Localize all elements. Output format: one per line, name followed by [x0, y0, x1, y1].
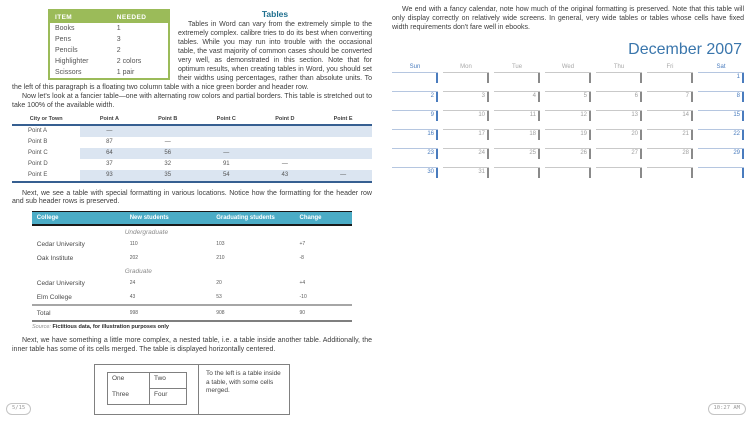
day-header-tue: Tue: [511, 63, 523, 70]
calendar-day-cell: [647, 129, 693, 148]
cell: 64: [80, 148, 138, 159]
college-header-row: [32, 212, 352, 226]
supplies-needed: 1: [116, 25, 121, 32]
calendar-day-cell: [698, 167, 744, 186]
calendar-day-cell: [494, 72, 540, 91]
cell: [314, 159, 372, 170]
day-number: 3: [481, 93, 485, 100]
supplies-needed: 1 pair: [116, 69, 135, 76]
inner-table: [107, 372, 187, 405]
outer-table: [94, 364, 290, 415]
cell: [256, 137, 315, 148]
column-header: Graduating students: [211, 212, 294, 226]
cell: [197, 137, 256, 148]
row-label: Oak Institute: [36, 254, 74, 262]
column-header: Point C: [197, 114, 256, 125]
day-number: 20: [631, 131, 638, 138]
cell: 43: [129, 294, 136, 301]
total-row: [32, 305, 352, 321]
cell-right-bar-icon: [538, 168, 540, 178]
clock-badge: 10:27 AM: [708, 403, 747, 416]
cell-right-bar-icon: [691, 168, 693, 178]
cell-right-bar-icon: [589, 92, 591, 102]
day-number: 9: [430, 112, 434, 119]
calendar-day-cell: [647, 167, 693, 186]
calendar-day-cell: [392, 129, 438, 148]
day-number: 21: [682, 131, 689, 138]
table-row: [49, 34, 169, 45]
cell: Three: [112, 391, 129, 399]
calendar-day-cell: [596, 167, 642, 186]
calendar-day-cell: [698, 91, 744, 110]
row-label: Point B: [12, 137, 80, 148]
supplies-item: Highlighter: [55, 58, 89, 65]
row-label: Point E: [12, 170, 80, 182]
cell: [197, 125, 256, 137]
cell-right-bar-icon: [538, 111, 540, 121]
calendar-day-cell: [494, 110, 540, 129]
table-row: [32, 290, 352, 305]
cell: 103: [216, 241, 225, 248]
supplies-item: Books: [55, 25, 75, 32]
cell-right-bar-icon: [742, 111, 744, 121]
cell-right-bar-icon: [436, 111, 438, 121]
calendar-day-cell: [596, 72, 642, 91]
cell: 87: [106, 139, 113, 146]
cell-right-bar-icon: [640, 149, 642, 159]
day-header-wed: Wed: [561, 63, 575, 70]
supplies-table: [48, 9, 170, 80]
day-number: 4: [532, 93, 536, 100]
day-header-mon: Mon: [460, 63, 472, 70]
column-header: Point D: [256, 114, 315, 125]
calendar-day-cell: [392, 148, 438, 167]
column-header: Point B: [138, 114, 197, 125]
column-header: College: [32, 212, 125, 226]
calendar-day-cell: [545, 148, 591, 167]
calendar-day-cell: [443, 110, 489, 129]
day-header-thu: Thu: [613, 63, 625, 70]
source-text: Fictitious data, for illustration purposes only: [52, 324, 169, 331]
supplies-header-item: ITEM: [49, 10, 112, 23]
supplies-needed: 3: [116, 36, 121, 43]
supplies-header-needed: NEEDED: [112, 10, 169, 23]
nested-table-paragraph: Next, we have something a little more complex, a nested table, i.e. a table inside another table. Additionally, the inner table has some of its cells merged. The table is displayed horizontally centered.: [12, 337, 372, 354]
day-number: 27: [631, 150, 638, 157]
cell: 32: [164, 161, 172, 168]
table-row: [32, 251, 352, 265]
day-number: 29: [733, 150, 740, 157]
calendar-day-cell: [494, 129, 540, 148]
calendar-day-cell: [443, 129, 489, 148]
cell-right-bar-icon: [640, 73, 642, 83]
cell-right-bar-icon: [742, 73, 744, 83]
day-number: 28: [682, 150, 689, 157]
cell-right-bar-icon: [487, 168, 489, 178]
cell-right-bar-icon: [538, 73, 540, 83]
cell: -8: [299, 255, 304, 262]
cell-right-bar-icon: [487, 111, 489, 121]
table-row: [49, 67, 169, 79]
cell: —: [80, 125, 138, 137]
cell: 91: [222, 161, 230, 168]
cell: One: [112, 375, 125, 383]
cell: 56: [138, 148, 197, 159]
cell-right-bar-icon: [742, 168, 744, 178]
cell: 54: [197, 170, 256, 182]
cell-right-bar-icon: [436, 149, 438, 159]
calendar-day-cell: [443, 72, 489, 91]
cell-right-bar-icon: [691, 111, 693, 121]
subheader-row: [32, 225, 352, 237]
merged-cell: [108, 373, 150, 405]
row-label: Total: [32, 305, 125, 321]
calendar-day-cell: [545, 167, 591, 186]
cell-right-bar-icon: [436, 73, 438, 83]
day-number: 1: [736, 74, 740, 81]
cell: 210: [216, 255, 225, 262]
cell: 53: [216, 294, 222, 301]
cell-right-bar-icon: [487, 130, 489, 140]
calendar-day-cell: [647, 110, 693, 129]
day-number: 14: [682, 112, 689, 119]
cell: —: [281, 161, 288, 168]
cell: 90: [295, 305, 353, 321]
table-row: [49, 45, 169, 56]
table-row: [12, 137, 372, 148]
cell: [314, 125, 372, 137]
supplies-needed: 2: [116, 47, 121, 54]
cell: —: [314, 170, 372, 182]
cell: Two: [150, 373, 187, 389]
day-number: 26: [580, 150, 587, 157]
calendar-day-cell: [443, 167, 489, 186]
day-number: 31: [478, 169, 485, 176]
page-indicator-badge: 5/15: [6, 403, 31, 416]
distance-header-row: [12, 114, 372, 125]
cell: 35: [138, 170, 197, 182]
section-heading-tables: Tables: [261, 9, 289, 19]
table-row: [12, 125, 372, 137]
cell-right-bar-icon: [640, 92, 642, 102]
cell-right-bar-icon: [538, 149, 540, 159]
column-header: Change: [295, 212, 353, 226]
cell-right-bar-icon: [640, 111, 642, 121]
nested-table-note: To the left is a table inside a table, with some cells merged.: [206, 370, 281, 395]
cell-right-bar-icon: [487, 149, 489, 159]
cell-right-bar-icon: [589, 130, 591, 140]
cell: 998: [125, 305, 212, 321]
column-header: Point E: [314, 114, 372, 125]
subheader-row: [32, 265, 352, 276]
cell-right-bar-icon: [589, 168, 591, 178]
left-page: [12, 6, 372, 415]
day-number: 23: [427, 150, 434, 157]
cell: [256, 148, 315, 159]
cell: +4: [299, 280, 306, 287]
cell-right-bar-icon: [691, 149, 693, 159]
cell-right-bar-icon: [538, 130, 540, 140]
day-header-sun: Sun: [409, 63, 421, 70]
distance-table: [12, 114, 372, 183]
table-row: [49, 56, 169, 67]
calendar-day-cell: [647, 72, 693, 91]
cell-right-bar-icon: [436, 130, 438, 140]
calendar-day-cell: [494, 148, 540, 167]
table-row: [32, 237, 352, 251]
cell-right-bar-icon: [589, 149, 591, 159]
source-label: Source:: [32, 324, 51, 331]
cell: -10: [299, 294, 307, 301]
supplies-item: Pens: [55, 36, 71, 43]
supplies-item: Pencils: [55, 47, 78, 54]
cell-right-bar-icon: [436, 168, 438, 178]
calendar-day-cell: [443, 148, 489, 167]
calendar-day-cell: [596, 129, 642, 148]
cell: [138, 125, 197, 137]
cell: 24: [129, 280, 136, 287]
cell: 20: [216, 280, 222, 287]
table-row: [12, 159, 372, 170]
cell-right-bar-icon: [487, 92, 489, 102]
day-number: 5: [583, 93, 587, 100]
calendar-day-cell: [545, 110, 591, 129]
day-number: 25: [529, 150, 536, 157]
day-header-sat: Sat: [716, 63, 726, 70]
cell-right-bar-icon: [742, 149, 744, 159]
cell: [314, 148, 372, 159]
day-number: 19: [580, 131, 587, 138]
cell: —: [197, 148, 256, 159]
table-row: [49, 23, 169, 34]
row-label: Elm College: [36, 293, 72, 301]
calendar-day-cell: [698, 72, 744, 91]
calendar-day-cell: [596, 91, 642, 110]
cell: Four: [150, 389, 187, 405]
nested-table-container: [12, 364, 372, 415]
outer-table-left-cell: [95, 365, 199, 415]
calendar-day-cell: [647, 91, 693, 110]
table-row: [32, 276, 352, 290]
cell-right-bar-icon: [640, 168, 642, 178]
day-number: 30: [427, 169, 434, 176]
cell: 110: [129, 241, 138, 248]
calendar-day-cell: [392, 91, 438, 110]
column-header: City or Town: [12, 114, 80, 125]
cell: [256, 125, 315, 137]
cell: 93: [80, 170, 138, 182]
day-number: 6: [634, 93, 638, 100]
fancier-table-paragraph: Now let's look at a fancier table—one with alternating row colors and partial borders. This table is stretched out to take 100% of the available width.: [12, 92, 372, 109]
day-header-fri: Fri: [666, 63, 674, 70]
calendar-day-cell: [698, 148, 744, 167]
calendar-day-cell: [545, 91, 591, 110]
calendar-intro-paragraph: We end with a fancy calendar, note how much of the original formatting is preserved. Note that this table will only display correctly on relatively wide screens. In general, very wide tables or tables whose cells have fixed width requirements don't fare well in ebooks.: [392, 6, 744, 31]
day-number: 16: [427, 131, 434, 138]
special-formatting-paragraph: Next, we see a table with special formatting in various locations. Notice how the formatting for the header row and sub header rows is preserved.: [12, 189, 372, 206]
cell: 43: [256, 170, 315, 182]
day-number: 11: [529, 112, 536, 119]
cell-right-bar-icon: [742, 130, 744, 140]
calendar-day-cell: [545, 72, 591, 91]
day-number: 15: [733, 112, 740, 119]
row-label: Point C: [12, 148, 80, 159]
row-label: Cedar University: [36, 279, 85, 287]
calendar-day-cell: [698, 129, 744, 148]
calendar-day-cell: [392, 72, 438, 91]
college-table: [32, 211, 352, 322]
cell-right-bar-icon: [742, 92, 744, 102]
subheader-label: Graduate: [124, 268, 152, 276]
row-label: Point A: [12, 125, 80, 137]
calendar-day-cell: [392, 167, 438, 186]
cell-right-bar-icon: [691, 92, 693, 102]
calendar-title: December 2007: [628, 40, 742, 58]
calendar-day-cell: [545, 129, 591, 148]
cell-right-bar-icon: [487, 73, 489, 83]
day-number: 17: [478, 131, 485, 138]
cell: 202: [129, 255, 139, 262]
column-header: New students: [125, 212, 212, 226]
supplies-needed: 2 colors: [116, 58, 142, 65]
calendar-day-cell: [494, 91, 540, 110]
calendar-grid: [392, 64, 744, 186]
cell-right-bar-icon: [589, 73, 591, 83]
cell-right-bar-icon: [589, 111, 591, 121]
day-number: 22: [733, 131, 740, 138]
cell: —: [164, 139, 171, 146]
calendar-day-cell: [596, 148, 642, 167]
calendar-day-cell: [494, 167, 540, 186]
cell-right-bar-icon: [691, 73, 693, 83]
cell: 37: [106, 161, 113, 168]
source-note: [32, 324, 352, 330]
table-row: [12, 170, 372, 182]
supplies-item: Scissors: [55, 69, 82, 76]
day-number: 2: [430, 93, 434, 100]
cell: 908: [211, 305, 294, 321]
subheader-label: Undergraduate: [124, 229, 169, 237]
day-number: 10: [478, 112, 485, 119]
cell: [314, 137, 372, 148]
day-number: 8: [736, 93, 740, 100]
cell: +7: [299, 241, 306, 248]
day-number: 18: [529, 131, 536, 138]
tables-intro-paragraph: Tables in Word can vary from the extremely simple to the extremely complex. calibre tries to do its best when converting tables. While you may run into trouble with the occasional table, the vast majority of common cases should be converted very well, as demonstrated in this section. Note that for optimum results, when creating tables in Word, you should set their widths using percentages, rather than absolute units. To the left of this paragraph is a floating two column table with a nice green border and header row.: [12, 21, 372, 91]
column-header: Point A: [80, 114, 138, 125]
day-number: 12: [580, 112, 587, 119]
calendar-day-cell: [596, 110, 642, 129]
cell-right-bar-icon: [436, 92, 438, 102]
day-number: 13: [631, 112, 638, 119]
row-label: Cedar University: [36, 240, 85, 248]
cell-right-bar-icon: [691, 130, 693, 140]
cell-right-bar-icon: [538, 92, 540, 102]
calendar-day-cell: [392, 110, 438, 129]
calendar-day-cell: [443, 91, 489, 110]
cell-right-bar-icon: [640, 130, 642, 140]
day-number: 7: [685, 93, 689, 100]
right-page: [392, 6, 744, 186]
calendar-day-cell: [698, 110, 744, 129]
calendar-day-cell: [647, 148, 693, 167]
day-number: 24: [478, 150, 485, 157]
table-row: [12, 148, 372, 159]
row-label: Point D: [12, 159, 80, 170]
supplies-header-row: [49, 10, 169, 23]
